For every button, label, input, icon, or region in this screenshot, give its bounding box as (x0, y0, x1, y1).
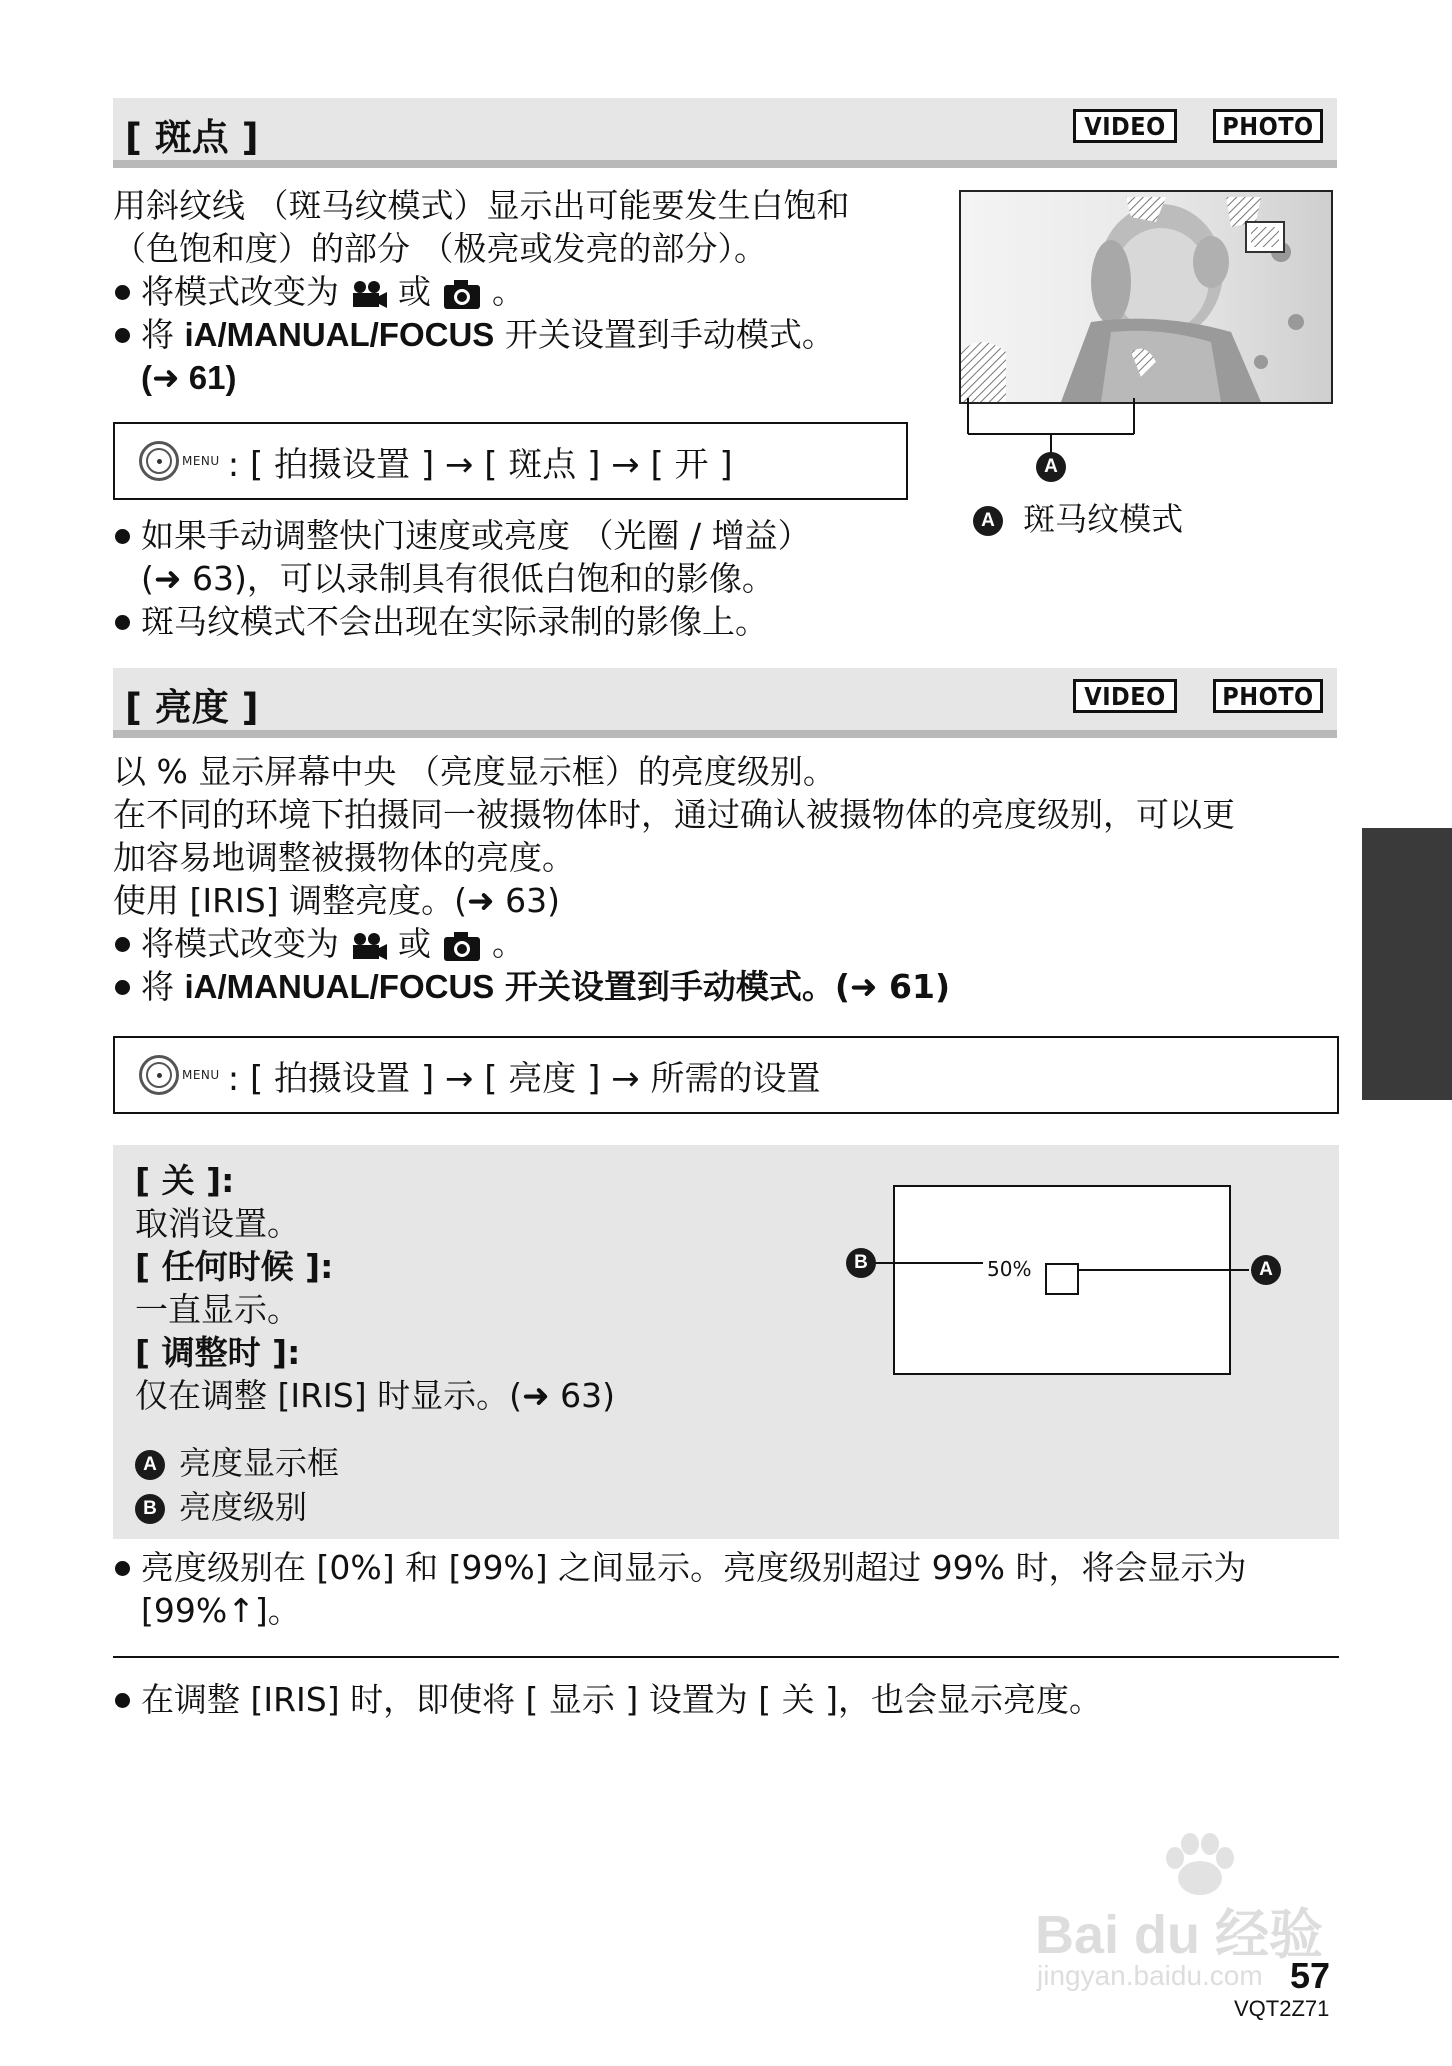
mode-prefix: 将模式改变为 (141, 924, 339, 963)
photo-marker-a: A (1036, 452, 1066, 482)
brightness-desc-line1: 以 % 显示屏幕中央 （亮度显示框）的亮度级别。 (113, 752, 836, 791)
diagram-marker-b: B (846, 1248, 876, 1278)
zebra-description (113, 184, 850, 399)
menu-button-icon (139, 1055, 179, 1095)
brightness-notes (113, 1546, 1246, 1632)
mode-or: 或 (398, 924, 431, 963)
options-list (135, 1159, 615, 1417)
zebra-switch-bullet (113, 313, 850, 356)
option-adjusting-desc: 仅在调整 [IRIS] 时显示。(➜ 63) (135, 1376, 615, 1415)
baby-photo-image (961, 192, 1331, 402)
legend-marker-b: B (135, 1494, 165, 1524)
zebra-note2 (113, 600, 811, 643)
legend-marker-a: A (135, 1450, 165, 1480)
legend-text: 斑马纹模式 (1023, 500, 1184, 538)
option-always-label: [ 任何时候 ]: (135, 1247, 334, 1286)
zebra-section-header (113, 98, 1337, 168)
note1-line2: (➜ 63)，可以录制具有很低白饱和的影像。 (141, 559, 775, 598)
zebra-menu-path (113, 422, 908, 500)
footnote-bullet (113, 1678, 1102, 1721)
mode-prefix: 将模式改变为 (141, 272, 339, 311)
mode-suffix: 。 (492, 924, 525, 963)
paw-icon (1155, 1830, 1245, 1900)
note1-line1: 亮度级别在 [0%] 和 [99%] 之间显示。亮度级别超过 99% 时，将会显示为 (141, 1548, 1247, 1587)
menu-path-text: : [ 拍摄设置 ] → [ 亮度 ] → 所需的设置 (227, 1058, 821, 1099)
photo-camera-icon (442, 930, 482, 962)
menu-button-icon (139, 441, 179, 481)
brightness-desc-line3: 加容易地调整被摄物体的亮度。 (113, 838, 575, 877)
video-mode-tag: VIDEO (1073, 109, 1177, 143)
switch-suffix: 开关设置到手动模式。 (504, 315, 835, 354)
zebra-example-photo (959, 190, 1333, 404)
brightness-desc-line2: 在不同的环境下拍摄同一被摄物体时，通过确认被摄物体的亮度级别，可以更 (113, 795, 1235, 834)
zebra-section-title: [ 斑点 ] (125, 116, 259, 159)
legend-marker-a: A (973, 506, 1003, 536)
footnote-divider (113, 1656, 1339, 1658)
switch-ref: (➜ 61) (141, 359, 237, 396)
option-off-desc: 取消设置。 (135, 1204, 300, 1243)
movie-camera-icon (350, 279, 388, 309)
note1-line2: [99%↑]。 (141, 1591, 301, 1630)
footnote-text: 在调整 [IRIS] 时，即使将 [ 显示 ] 设置为 [ 关 ]，也会显示亮度。 (141, 1680, 1102, 1719)
diagram-marker-a: A (1251, 1255, 1281, 1285)
option-adjusting-label: [ 调整时 ]: (135, 1333, 301, 1372)
switch-suffix: 开关设置到手动模式。(➜ 61) (504, 967, 951, 1006)
brightness-switch-bullet (113, 965, 1235, 1008)
option-always-desc: 一直显示。 (135, 1290, 300, 1329)
legend-b-text: 亮度级别 (179, 1488, 308, 1526)
switch-prefix: 将 (141, 967, 174, 1006)
option-off-label: [ 关 ]: (135, 1161, 235, 1200)
brightness-options-panel (113, 1145, 1339, 1539)
menu-label: MENU (182, 1068, 220, 1082)
brightness-description (113, 750, 1235, 1008)
note1-line1: 如果手动调整快门速度或亮度 （光圈 / 增益） (141, 516, 811, 555)
mode-suffix: 。 (492, 272, 525, 311)
photo-mode-tag: PHOTO (1213, 679, 1323, 713)
switch-name: iA/MANUAL/FOCUS (184, 316, 495, 353)
photo-camera-icon (442, 278, 482, 310)
zebra-desc-line1: 用斜纹线 （斑马纹模式）显示出可能要发生白饱和 (113, 186, 850, 225)
brightness-section-header (113, 668, 1337, 738)
footnote (113, 1678, 1102, 1721)
video-mode-tag: VIDEO (1073, 679, 1177, 713)
page-number: 57 (1290, 1955, 1331, 1996)
diagram-value-label: 50% (987, 1257, 1032, 1281)
brightness-legend (135, 1441, 339, 1529)
diagram-leader-lines (843, 1245, 1283, 1285)
brightness-mode-bullet (113, 922, 1235, 965)
zebra-legend (973, 494, 1183, 540)
zebra-notes (113, 514, 811, 643)
brightness-section-title: [ 亮度 ] (125, 686, 259, 729)
switch-name: iA/MANUAL/FOCUS (184, 968, 495, 1005)
photo-mode-tag: PHOTO (1213, 109, 1323, 143)
doc-code: VQT2Z71 (1234, 1996, 1330, 2021)
watermark-url: jingyan.baidu.com (1037, 1960, 1263, 1991)
zebra-mode-bullet (113, 270, 850, 313)
menu-path-text: : [ 拍摄设置 ] → [ 斑点 ] → [ 开 ] (227, 444, 733, 485)
zebra-desc-line2: （色饱和度）的部分 （极亮或发亮的部分）。 (113, 229, 767, 268)
brightness-desc-line4: 使用 [IRIS] 调整亮度。(➜ 63) (113, 881, 560, 920)
brightness-menu-path (113, 1036, 1339, 1114)
legend-a-text: 亮度显示框 (179, 1444, 340, 1482)
switch-prefix: 将 (141, 315, 174, 354)
photo-callout-bracket (959, 398, 1189, 482)
zebra-note1 (113, 514, 811, 557)
note2-text: 斑马纹模式不会出现在实际录制的影像上。 (141, 602, 768, 641)
movie-camera-icon (350, 931, 388, 961)
mode-or: 或 (398, 272, 431, 311)
brightness-note1 (113, 1546, 1246, 1589)
watermark-logo-text: Bai du 经验 (1035, 1905, 1324, 1965)
menu-label: MENU (182, 454, 220, 468)
chapter-side-tab (1362, 828, 1452, 1100)
